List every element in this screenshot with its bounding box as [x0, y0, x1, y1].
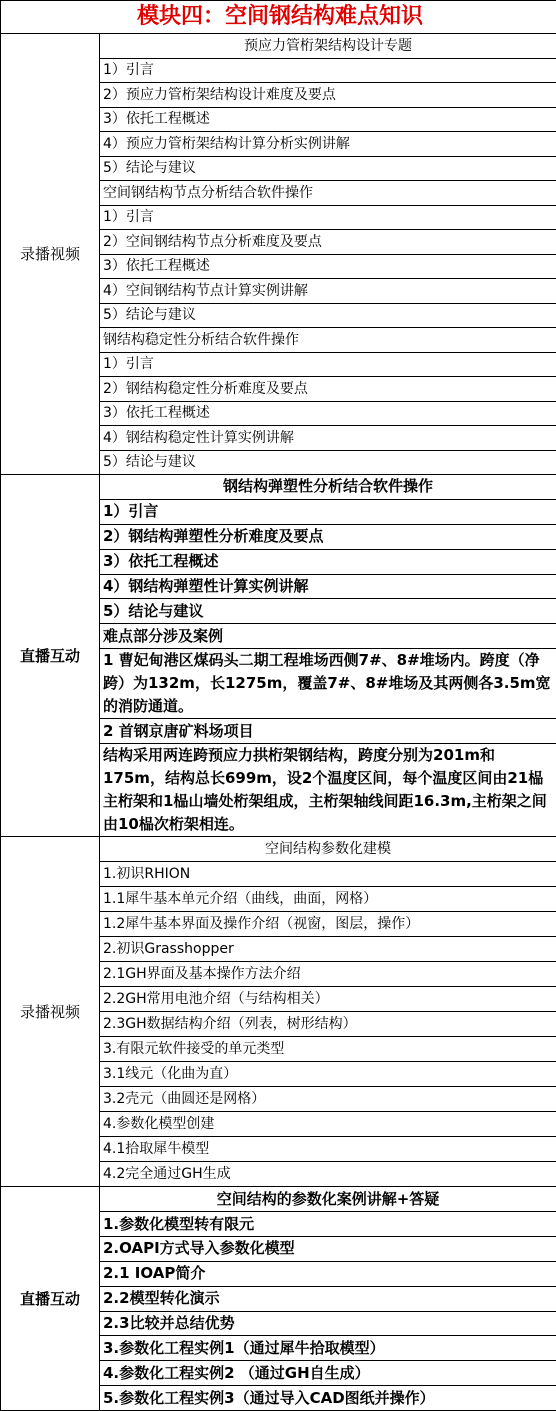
outline-item: 1）引言 — [100, 352, 556, 377]
outline-item: 4）预应力管桁架结构计算分析实例讲解 — [100, 132, 556, 157]
outline-item: 1）引言 — [100, 58, 556, 83]
outline-item: 2）钢结构弹塑性分析难度及要点 — [100, 524, 556, 549]
section-label: 直播互动 — [1, 1187, 100, 1411]
outline-item: 3）依托工程概述 — [100, 254, 556, 279]
outline-item: 5）结论与建议 — [100, 599, 556, 624]
outline-item: 结构采用两连跨预应力拱桁架钢结构，跨度分别为201m和175m，结构总长699m，设2个温度区间，每个温度区间由21榀主桁架和1榀山墙处桁架组成，主桁架轴线间距16.3m,主桁架之间由10榀次桁架相连。 — [100, 744, 556, 837]
section-header-row — [1, 1187, 556, 1212]
outline-item: 5）结论与建议 — [100, 156, 556, 181]
outline-item: 2）钢结构稳定性分析难度及要点 — [100, 377, 556, 402]
section-header-row — [1, 837, 556, 862]
outline-item: 钢结构稳定性分析结合软件操作 — [100, 328, 556, 353]
outline-item: 4.参数化模型创建 — [100, 1112, 556, 1137]
outline-item: 3）依托工程概述 — [100, 549, 556, 574]
outline-item: 2）预应力管桁架结构设计难度及要点 — [100, 83, 556, 108]
outline-item: 3.参数化工程实例1（通过犀牛拾取模型） — [100, 1336, 556, 1361]
outline-item: 4）钢结构稳定性计算实例讲解 — [100, 426, 556, 451]
outline-body — [1, 1, 556, 1411]
section-label: 录播视频 — [1, 837, 100, 1187]
outline-item: 1.2犀牛基本界面及操作介绍（视窗，图层，操作） — [100, 912, 556, 937]
outline-item: 4.2完全通过GH生成 — [100, 1162, 556, 1187]
outline-item: 1）引言 — [100, 499, 556, 524]
outline-item: 2）空间钢结构节点分析难度及要点 — [100, 230, 556, 255]
outline-item: 5）结论与建议 — [100, 303, 556, 328]
outline-item: 1.参数化模型转有限元 — [100, 1212, 556, 1237]
outline-item: 4.参数化工程实例2 （通过GH自生成） — [100, 1361, 556, 1386]
outline-item: 2 首钢京唐矿料场项目 — [100, 719, 556, 744]
outline-item: 5.参数化工程实例3（通过导入CAD图纸并操作） — [100, 1386, 556, 1411]
section-title: 空间结构参数化建模 — [100, 837, 556, 862]
outline-item: 1.1犀牛基本单元介绍（曲线，曲面，网格） — [100, 887, 556, 912]
section-label: 录播视频 — [1, 34, 100, 475]
section-title: 预应力管桁架结构设计专题 — [100, 34, 556, 59]
outline-item: 1.初识RHION — [100, 862, 556, 887]
outline-item: 2.3比较并总结优势 — [100, 1311, 556, 1336]
outline-item: 空间钢结构节点分析结合软件操作 — [100, 181, 556, 206]
outline-item: 4）钢结构弹塑性计算实例讲解 — [100, 574, 556, 599]
page-title: 模块四：空间钢结构难点知识 — [1, 1, 556, 34]
outline-item: 2.1GH界面及基本操作方法介绍 — [100, 962, 556, 987]
outline-item: 3）依托工程概述 — [100, 401, 556, 426]
outline-item: 4）空间钢结构节点计算实例讲解 — [100, 279, 556, 304]
outline-item: 5）结论与建议 — [100, 450, 556, 475]
section-label: 直播互动 — [1, 475, 100, 837]
outline-item: 2.初识Grasshopper — [100, 937, 556, 962]
section-header-row — [1, 475, 556, 500]
outline-item: 1 曹妃甸港区煤码头二期工程堆场西侧7#、8#堆场内。跨度（净跨）为132m，长1275m，覆盖7#、8#堆场及其两侧各3.5m宽的消防通道。 — [100, 649, 556, 719]
outline-item: 3.有限元软件接受的单元类型 — [100, 1037, 556, 1062]
section-title: 钢结构弹塑性分析结合软件操作 — [100, 475, 556, 500]
outline-item: 2.OAPI方式导入参数化模型 — [100, 1236, 556, 1261]
outline-item: 3.2壳元（曲圆还是网格） — [100, 1087, 556, 1112]
outline-item: 3.1线元（化曲为直） — [100, 1062, 556, 1087]
outline-item: 1）引言 — [100, 205, 556, 230]
title-row — [1, 1, 556, 34]
outline-item: 4.1拾取犀牛模型 — [100, 1137, 556, 1162]
outline-item: 3）依托工程概述 — [100, 107, 556, 132]
outline-item: 2.3GH数据结构介绍（列表，树形结构） — [100, 1012, 556, 1037]
section-title: 空间结构的参数化案例讲解+答疑 — [100, 1187, 556, 1212]
outline-item: 2.1 IOAP简介 — [100, 1261, 556, 1286]
outline-item: 2.2模型转化演示 — [100, 1286, 556, 1311]
outline-item: 难点部分涉及案例 — [100, 624, 556, 649]
section-header-row — [1, 34, 556, 59]
outline-item: 2.2GH常用电池介绍（与结构相关） — [100, 987, 556, 1012]
